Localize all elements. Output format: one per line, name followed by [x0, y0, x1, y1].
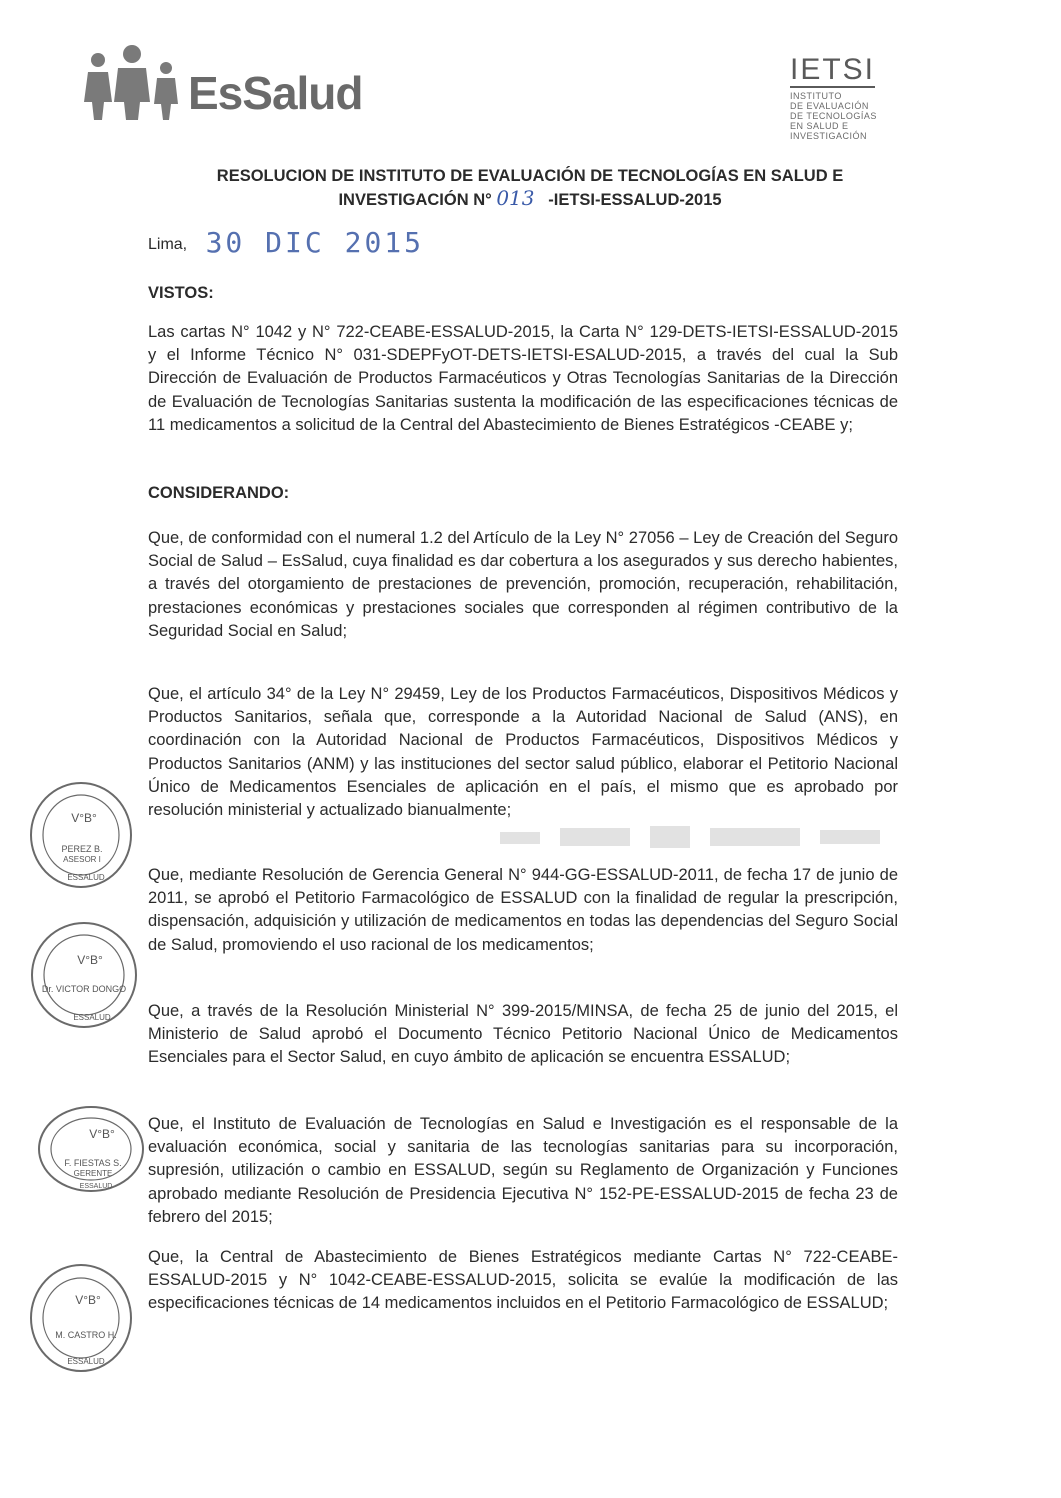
approval-seal-icon — [28, 780, 134, 890]
ietsi-sub-line: INVESTIGACIÓN — [790, 131, 868, 141]
essalud-brand-text: EsSalud — [188, 67, 363, 119]
seal-vb: V°B° — [75, 1293, 101, 1307]
title-line-2-prefix: INVESTIGACIÓN N° — [338, 191, 492, 209]
ietsi-title: IETSI — [790, 53, 876, 86]
vistos-paragraph: Las cartas N° 1042 y N° 722-CEABE-ESSALUD-2015, la Carta N° 129-DETS-IETSI-ESSALUD-2015 y el Informe Técnico N° 031-SDEPFyOT-DETS-IETSI-ESALUD-2015, a través del cual la Sub Dirección de Evaluación de Productos Farmacéuticos y Otras Tecnologías Sanitarias de la Dirección de Evaluación de Tecnologías Sanitarias sustenta la modificación de las especificaciones técnicas de 11 medicamentos a solicitud de la Central del Abastecimiento de Bienes Estratégicos -CEABE y; — [148, 323, 898, 434]
seal-role: GERENTE — [73, 1169, 113, 1178]
date-label: Lima, — [148, 236, 188, 253]
seal-name: F. FIESTAS S. — [64, 1158, 122, 1168]
approval-seal-icon — [28, 1262, 134, 1374]
seal-org: ESSALUD — [67, 1357, 105, 1366]
essalud-logo — [80, 42, 400, 122]
date-line — [148, 226, 424, 259]
approval-seal-icon — [28, 920, 140, 1030]
document-title — [100, 165, 960, 211]
date-stamp: 30 DIC 2015 — [205, 226, 425, 259]
title-line-2-suffix: -IETSI-ESSALUD-2015 — [548, 191, 722, 209]
ietsi-sub-line: INSTITUTO — [790, 91, 842, 101]
title-line-2 — [100, 187, 960, 211]
ietsi-sub-line: DE TECNOLOGÍAS — [790, 111, 877, 121]
ietsi-sub-line: DE EVALUACIÓN — [790, 101, 869, 111]
approval-seal-icon — [36, 1104, 146, 1194]
seal-name: PEREZ B. — [61, 844, 103, 854]
vistos-heading: VISTOS: — [148, 284, 214, 302]
considerando-paragraph-6: Que, la Central de Abastecimiento de Bienes Estratégicos mediante Cartas N° 722-CEABE-ESSALUD-2015 y N° 1042-CEABE-ESSALUD-2015, solicita se evalúe la modificación de las especificaciones técnicas de 14 medicamentos incluidos en el Petitorio Farmacológico de ESSALUD; — [148, 1248, 898, 1313]
seal-name: M. CASTRO H. — [55, 1330, 117, 1340]
considerando-paragraph-1: Que, de conformidad con el numeral 1.2 del Artículo de la Ley N° 27056 – Ley de Creación del Seguro Social de Salud – EsSalud, cuya finalidad es dar cobertura a los asegurados y sus derecho habientes, a través del otorgamiento de prestaciones de prevención, promoción, recuperación, rehabilitación, prestaciones económicas y prestaciones sociales que corresponden al régimen contributivo de la Seguridad Social en Salud; — [148, 529, 898, 640]
considerando-paragraph-2: Que, el artículo 34° de la Ley N° 29459, Ley de los Productos Farmacéuticos, Dispositivos Médicos y Productos Sanitarios, señala que, corresponde a la Autoridad Nacional de Salud (ANS), en coordinación con la Autoridad Nacional de Productos Farmacéuticos, Dispositivos Médicos y Productos Sanitarios (ANM) y las instituciones del sector salud público, elaborar el Petitorio Nacional Único de Medicamentos Esenciales de aplicación en el país, el mismo que es aprobado por resolución ministerial y actualizado bianualmente; — [148, 685, 898, 820]
considerando-heading: CONSIDERANDO: — [148, 484, 290, 502]
seal-org: ESSALUD — [73, 1013, 111, 1022]
ietsi-logo — [790, 55, 920, 145]
seal-org: ESSALUD — [67, 873, 105, 882]
seal-vb: V°B° — [77, 953, 103, 967]
resolution-number-handwritten: 013 — [496, 186, 535, 210]
ietsi-sub-line: EN SALUD E — [790, 121, 849, 131]
considerando-paragraph-3: Que, mediante Resolución de Gerencia General N° 944-GG-ESSALUD-2011, de fecha 17 de junio de 2011, se aprobó el Petitorio Farmacológico de ESSALUD con la finalidad de regular la prescripción, dispensación, adquisición y utilización de medicamentos en todas las dependencias del Seguro Social de Salud, promoviendo el uso racional de los medicamentos; — [148, 866, 898, 954]
seal-vb: V°B° — [71, 811, 97, 825]
considerando-paragraph-4: Que, a través de la Resolución Ministerial N° 399-2015/MINSA, de fecha 25 de junio del 2015, el Ministerio de Salud aprobó el Documento Técnico Petitorio Nacional Único de Medicamentos Esenciales para el Sector Salud, en cuyo ámbito de aplicación se encuentra ESSALUD; — [148, 1002, 898, 1067]
bleed-through-mark — [500, 818, 900, 858]
seal-org: ESSALUD — [79, 1183, 113, 1190]
seal-vb: V°B° — [89, 1127, 115, 1141]
family-figures-icon — [80, 42, 190, 122]
considerando-paragraph-5: Que, el Instituto de Evaluación de Tecnologías en Salud e Investigación es el responsable de la evaluación económica, social y sanitaria de las tecnologías sanitarias para su incorporación, supresión, utilización o cambio en ESSALUD, según su Reglamento de Organización y Funciones aprobado mediante Resolución de Presidencia Ejecutiva N° 152-PE-ESSALUD-2015 de fecha 23 de febrero del 2015; — [148, 1115, 898, 1226]
seal-name: Dr. VICTOR DONGO — [41, 984, 127, 994]
ietsi-subtitle — [790, 91, 920, 141]
seal-role: ASESOR I — [63, 855, 101, 864]
title-line-1: RESOLUCION DE INSTITUTO DE EVALUACIÓN DE TECNOLOGÍAS EN SALUD E — [216, 167, 844, 185]
